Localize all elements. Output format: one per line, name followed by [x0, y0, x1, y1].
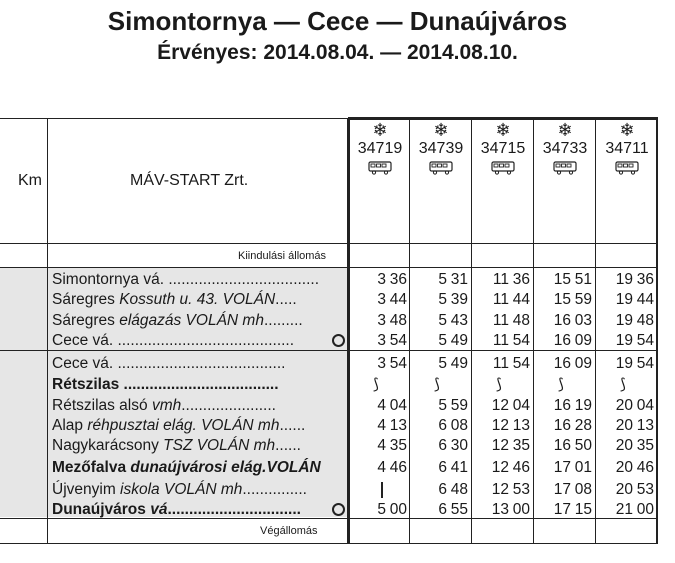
station-row — [52, 480, 658, 499]
train-header-34711 — [596, 120, 658, 175]
departure-time: 19 36 — [615, 271, 654, 288]
station-row — [52, 458, 658, 477]
departure-time: 12 13 — [491, 417, 530, 434]
bus-icon — [491, 161, 515, 175]
snowflake-icon: ❄ — [372, 120, 388, 140]
departure-time: 11 48 — [492, 312, 530, 329]
departure-time: 20 13 — [615, 417, 654, 434]
circle-icon — [332, 334, 345, 347]
station-row — [52, 500, 658, 519]
departure-time: 21 00 — [615, 501, 654, 518]
train-number: 34711 — [605, 140, 649, 157]
km-column-header: Km — [18, 172, 42, 189]
departure-time: 19 54 — [615, 355, 654, 372]
station-row — [52, 331, 658, 350]
station-name: Rétszilas .................................... — [52, 376, 279, 393]
departure-time: 19 54 — [615, 332, 654, 349]
departure-time: 3 44 — [377, 291, 407, 308]
departure-time: 12 04 — [491, 397, 530, 414]
departure-time: 4 46 — [377, 459, 407, 476]
departure-time: 17 15 — [553, 501, 592, 518]
station-name: Cece vá. ......................................... — [52, 332, 295, 349]
departure-time: 5 59 — [438, 397, 468, 414]
departure-time: 19 44 — [615, 291, 654, 308]
pass-through-icon: ⟆ — [620, 376, 626, 393]
train-header-34715 — [472, 120, 534, 175]
departure-time: 5 39 — [438, 291, 468, 308]
snowflake-icon: ❄ — [557, 120, 573, 140]
station-row — [52, 290, 658, 309]
operator-name: MÁV-START Zrt. — [130, 172, 249, 189]
snowflake-icon: ❄ — [619, 120, 635, 140]
circle-icon — [332, 503, 345, 516]
pass-through-icon: ⟆ — [558, 376, 564, 393]
departure-time: 16 50 — [553, 437, 592, 454]
station-row — [52, 270, 658, 289]
departure-time: 20 35 — [615, 437, 654, 454]
snowflake-icon: ❄ — [433, 120, 449, 140]
bus-icon — [553, 161, 577, 175]
arrival-station-label: Végállomás — [260, 525, 318, 537]
cece-divider — [0, 350, 658, 351]
departure-time: 13 00 — [491, 501, 530, 518]
departure-time: 16 28 — [553, 417, 592, 434]
departure-station-label: Kiindulási állomás — [238, 250, 327, 262]
validity-period: Érvényes: 2014.08.04. — 2014.08.10. — [157, 41, 518, 64]
departure-time: 11 54 — [492, 332, 530, 349]
station-name: Újvenyim iskola VOLÁN mh............... — [52, 481, 307, 498]
departure-time: 6 08 — [438, 417, 468, 434]
train-header-34719 — [349, 120, 411, 175]
station-name: Cece vá. ....................................... — [52, 355, 286, 372]
station-name: Simontornya vá. ................................... — [52, 271, 320, 288]
pass-through-icon: ⟆ — [496, 376, 502, 393]
station-row — [52, 311, 658, 330]
departure-time: 5 49 — [438, 332, 468, 349]
page-title: Simontornya — Cece — Dunaújváros — [107, 6, 568, 36]
station-name: Sáregres Kossuth u. 43. VOLÁN..... — [52, 291, 297, 308]
departure-time: 3 36 — [377, 271, 407, 288]
departure-time: 5 31 — [438, 271, 468, 288]
departure-time: 11 36 — [492, 271, 530, 288]
train-number: 34733 — [542, 140, 588, 157]
departure-time: 15 51 — [553, 271, 592, 288]
departure-time: 16 03 — [553, 312, 592, 329]
pass-through-icon: ⟆ — [434, 376, 440, 393]
departure-time: 17 08 — [553, 481, 592, 498]
departure-time: 20 46 — [615, 459, 654, 476]
station-row — [52, 396, 658, 415]
shade-km-column — [0, 268, 52, 517]
km-divider — [47, 118, 48, 544]
station-row — [52, 436, 658, 455]
departure-time: 16 19 — [553, 397, 592, 414]
departure-time: 17 01 — [553, 459, 592, 476]
departure-time: 12 53 — [491, 481, 530, 498]
train-number: 34715 — [480, 140, 526, 157]
departure-time: 3 54 — [377, 355, 407, 372]
station-name: Mezőfalva dunaújvárosi elág.VOLÁN — [52, 459, 321, 476]
train-number: 34719 — [357, 140, 403, 157]
departure-time: 6 55 — [438, 501, 468, 518]
header-divider — [0, 243, 658, 244]
departure-time: 6 48 — [438, 481, 468, 498]
departure-time: 11 54 — [492, 355, 530, 372]
station-row — [52, 375, 658, 394]
bus-icon — [429, 161, 453, 175]
no-stop-bar — [381, 482, 383, 498]
station-name: Nagykarácsony TSZ VOLÁN mh...... — [52, 437, 301, 454]
table-top-line — [0, 118, 348, 119]
departure-time: 19 48 — [615, 312, 654, 329]
train-number: 34739 — [418, 140, 464, 157]
departure-time: 4 13 — [377, 417, 407, 434]
station-row — [52, 354, 658, 373]
departure-time: 5 00 — [377, 501, 407, 518]
departure-time: 6 41 — [438, 459, 468, 476]
station-name: Rétszilas alsó vmh...................... — [52, 397, 276, 414]
departure-time: 12 46 — [491, 459, 530, 476]
snowflake-icon: ❄ — [495, 120, 511, 140]
departure-time: 5 43 — [438, 312, 468, 329]
departure-time: 15 59 — [553, 291, 592, 308]
departure-time: 11 44 — [492, 291, 530, 308]
train-header-34739 — [410, 120, 472, 175]
pass-through-icon: ⟆ — [373, 376, 379, 393]
departure-time: 20 04 — [615, 397, 654, 414]
train-header-34733 — [534, 120, 596, 175]
departure-time: 4 04 — [377, 397, 407, 414]
station-name: Dunaújváros vá............................... — [52, 501, 301, 518]
station-row — [52, 416, 658, 435]
departure-time: 4 35 — [377, 437, 407, 454]
departure-time: 3 54 — [377, 332, 407, 349]
bus-icon — [368, 161, 392, 175]
departure-time: 16 09 — [553, 332, 592, 349]
departure-time: 12 35 — [491, 437, 530, 454]
bus-icon — [615, 161, 639, 175]
station-name: Sáregres elágazás VOLÁN mh......... — [52, 312, 303, 329]
station-name: Alap réhpusztai elág. VOLÁN mh...... — [52, 417, 306, 434]
departure-time: 5 49 — [438, 355, 468, 372]
departure-time: 3 48 — [377, 312, 407, 329]
table-bottom-line — [0, 543, 658, 544]
departure-divider — [0, 267, 658, 268]
departure-time: 20 53 — [615, 481, 654, 498]
departure-time: 16 09 — [553, 355, 592, 372]
departure-time: 6 30 — [438, 437, 468, 454]
